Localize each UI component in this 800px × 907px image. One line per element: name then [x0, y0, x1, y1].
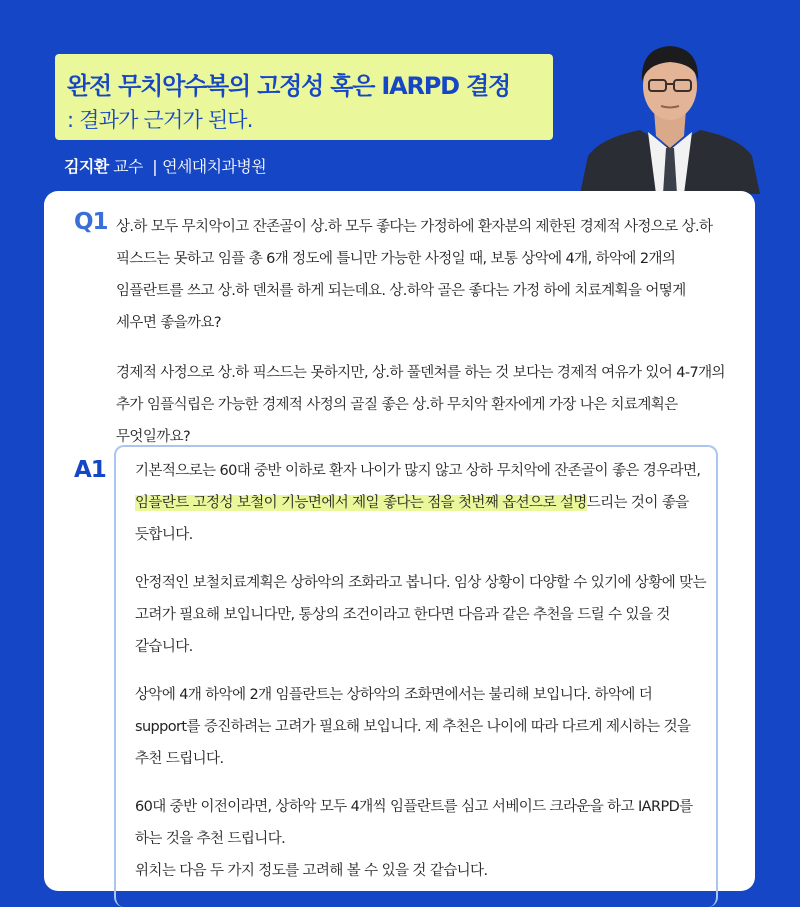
answer-label: A1: [74, 457, 106, 483]
author-portrait: [580, 38, 760, 194]
author-role: 교수: [113, 157, 143, 176]
answer-paragraph: 상악에 4개 하악에 2개 임플란트는 상하악의 조화면에서는 불리해 보입니다. 하악에 더 support를 증진하려는 고려가 필요해 보입니다. 제 추천은 나이에 따라 다르게 제시하는 것을 추천 드립니다.: [135, 687, 691, 767]
article-subtitle: : 결과가 근거가 된다.: [67, 108, 253, 132]
author-name: 김지환: [64, 157, 109, 176]
qa-card: [44, 191, 755, 891]
answer-paragraph: 안정적인 보철치료계획은 상하악의 조화라고 봅니다. 임상 상황이 다양할 수 있기에 상황에 맞는 고려가 필요해 보입니다만, 통상의 조건이라고 한다면 다음과 같은 추천을 드릴 수 있을 것 같습니다.: [135, 575, 706, 655]
answer-text: [135, 455, 709, 903]
question-paragraph: 상.하 모두 무치악이고 잔존골이 상.하 모두 좋다는 가정하에 환자분의 제한된 경제적 사정으로 상.하 픽스드는 못하고 임플 총 6개 정도에 틀니만 가능한 사정일 때, 보통 상악에 4개, 하악에 2개의 임플란트를 쓰고 상.하 덴처를 하게 되는데요. 상.하악 골은 좋다는 가정 하에 치료계획을 어떻게 세우면 좋을까요?: [116, 219, 713, 331]
answer-text-span: 드리는 것이 좋을 듯합니다.: [135, 495, 689, 543]
answer-box: [114, 445, 718, 907]
title-box: [55, 54, 553, 140]
author-line: [64, 154, 266, 177]
answer-paragraph: [135, 455, 709, 551]
article-title: 완전 무치악수복의 고정성 혹은 IARPD 결정: [67, 72, 511, 100]
question-paragraph: 경제적 사정으로 상.하 픽스드는 못하지만, 상.하 풀덴쳐를 하는 것 보다는 경제적 여유가 있어 4-7개의 추가 임플식립은 가능한 경제적 사정의 골질 좋은 상.하 무치악 환자에게 가장 나은 치료계획은 무엇일까요?: [116, 365, 725, 445]
author-separator: |: [152, 157, 158, 176]
answer-paragraph: [135, 791, 709, 887]
answer-text-span: 60대 중반 이전이라면, 상하악 모두 4개씩 임플란트를 심고 서베이드 크라운을 하고 IARPD를 하는 것을 추천 드립니다.: [135, 799, 693, 847]
answer-highlight: 임플란트 고정성 보철이 기능면에서 제일 좋다는 점을 첫번째 옵션으로 설명: [135, 495, 587, 511]
question-text: [116, 211, 728, 471]
question-label: Q1: [74, 209, 108, 235]
answer-text-span: 기본적으로는 60대 중반 이하로 환자 나이가 많지 않고 상하 무치악에 잔존골이 좋은 경우라면,: [135, 463, 701, 479]
author-affiliation: 연세대치과병원: [162, 157, 267, 176]
answer-text-span: 위치는 다음 두 가지 정도를 고려해 볼 수 있을 것 같습니다.: [135, 863, 488, 879]
